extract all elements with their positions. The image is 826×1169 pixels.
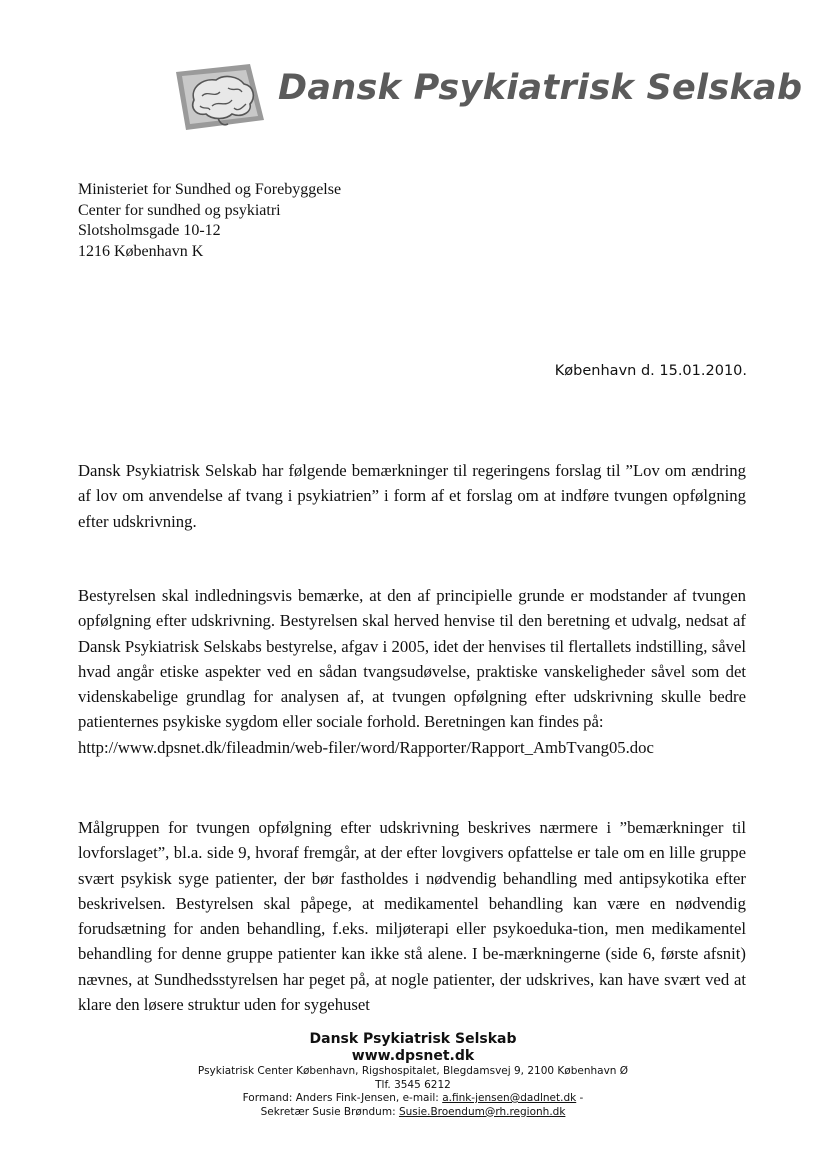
letterhead-footer (0, 1031, 826, 1119)
footer-address: Psykiatrisk Center København, Rigshospitalet, Blegdamsvej 9, 2100 København Ø (197, 1065, 629, 1077)
body-paragraph-2 (78, 583, 746, 760)
footer-phone: Tlf. 3545 6212 (375, 1078, 451, 1091)
recipient-address (78, 180, 341, 262)
footer-website-link[interactable]: www.dpsnet.dk (351, 1048, 475, 1064)
report-link[interactable]: http://www.dpsnet.dk/fileadmin/web-filer/word/Rapporter/Rapport_AmbTvang05.doc (78, 737, 654, 757)
footer-secretary-line (0, 1106, 826, 1120)
address-line: 1216 København K (78, 242, 204, 260)
footer-org-name: Dansk Psykiatrisk Selskab (309, 1031, 517, 1047)
address-line: Slotsholmsgade 10-12 (78, 222, 221, 239)
logo-wordmark: Dansk Psykiatrisk Selskab (278, 68, 803, 108)
paragraph-text: Bestyrelsen skal indledningsvis bemærke, at den af principielle grunde er modstander af tvungen opfølgning efter udskrivning. Bestyrelsen skal herved henvise til den beretning et udvalg, nedsat af Dansk Psykiatrisk Selskabs bestyrelse, afgav i 2005, idet der henvises til flertallets indstilling, såvel hvad angår etiske aspekter ved en sådan tvangsudøvelse, praktiske vanskeligheder såvel som det videnskabelige grundlag for analysen af, at tvungen opfølgning efter udskrivning skulle bedre patienternes psykiske sygdom eller sociale forhold. Beretningen kan findes på: (78, 586, 746, 732)
body-paragraph-1: Dansk Psykiatrisk Selskab har følgende bemærkninger til regeringens forslag til ”Lov om ændring af lov om anvendelse af tvang i psykiatrien” i form af et forslag om at indføre tvungen opfølgning efter udskrivning. (78, 461, 746, 531)
chair-suffix: - (576, 1092, 584, 1104)
chair-email-link[interactable]: a.fink-jensen@dadlnet.dk (442, 1092, 577, 1104)
secretary-label: Sekretær Susie Brøndum: (260, 1105, 399, 1118)
letter-date: København d. 15.01.2010. (554, 363, 747, 379)
address-line: Ministeriet for Sundhed og Forebyggelse (78, 181, 342, 198)
address-line: Center for sundhed og psykiatri (78, 201, 281, 219)
footer-chair-line (0, 1092, 826, 1106)
body-paragraph-3: Målgruppen for tvungen opfølgning efter udskrivning beskrives nærmere i ”bemærkninger til lovforslaget”, bl.a. side 9, hvoraf fremgår, at der efter lovgivers opfattelse er tale om en lille gruppe svært psykisk syge patienter, der bør fastholdes i nødvendig behandling med antipsykotika efter beskrivelsen. Bestyrelsen skal påpege, at medikamentel behandling kan være en nødvendig forudsætning for anden behandling, f.eks. miljøterapi eller psykoeduka-tion, men medikamentel behandling for denne gruppe patienter kan ikke stå alene. I be-mærkningerne (side 6, første afsnit) nævnes, at Sundhedsstyrelsen har peget på, at nogle patienter, der udskrives, kan have svært ved at klare den løsere struktur uden for sygehuset (78, 818, 746, 1015)
chair-label: Formand: Anders Fink-Jensen, e-mail: (242, 1092, 443, 1104)
brain-logo-icon (172, 62, 268, 132)
secretary-email-link[interactable]: Susie.Broendum@rh.regionh.dk (398, 1105, 566, 1118)
letterhead-logo (172, 62, 803, 132)
